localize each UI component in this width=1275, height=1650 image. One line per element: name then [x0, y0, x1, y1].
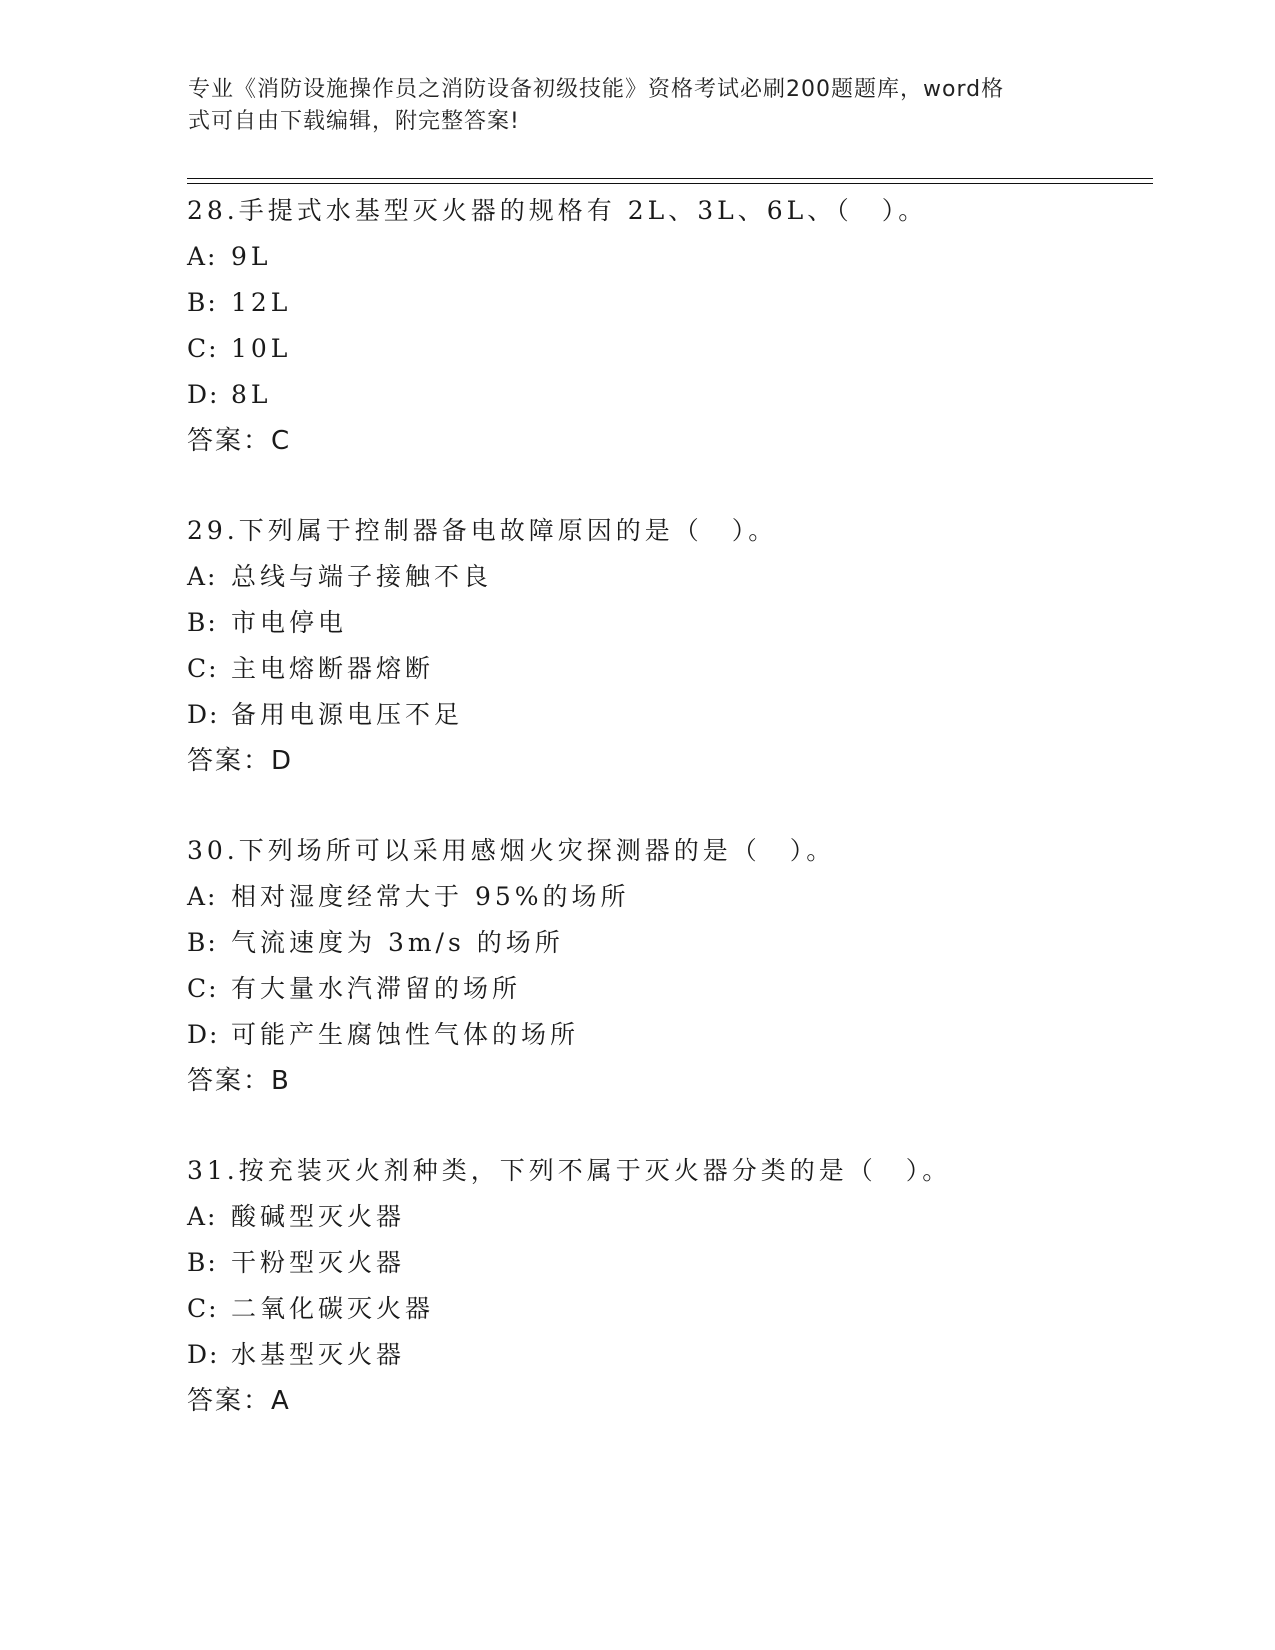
document-header — [188, 74, 1068, 138]
option-text: 10L — [231, 334, 292, 363]
option-a — [187, 554, 1147, 600]
option-text: 总线与端子接触不良 — [231, 562, 493, 591]
option-b — [187, 600, 1147, 646]
question-stem: 31.按充装灭火剂种类，下列不属于灭火器分类的是（ ）。 — [187, 1156, 952, 1185]
question-stem: 29.下列属于控制器备电故障原因的是（ ）。 — [187, 516, 778, 545]
option-text: 市电停电 — [231, 608, 348, 637]
option-letter: B: — [187, 928, 218, 957]
option-letter: D: — [187, 1340, 220, 1369]
option-b — [187, 1240, 1147, 1286]
option-letter: B: — [187, 608, 218, 637]
option-text: 水基型灭火器 — [231, 1340, 406, 1369]
option-letter: A: — [187, 562, 218, 591]
option-letter: D: — [187, 380, 220, 409]
option-letter: A: — [187, 882, 218, 911]
option-a — [187, 874, 1147, 920]
option-text: 9L — [231, 242, 272, 271]
header-divider-bottom — [187, 183, 1153, 184]
option-d — [187, 1012, 1147, 1058]
option-c — [187, 966, 1147, 1012]
option-c — [187, 326, 1147, 372]
option-text: 气流速度为 3m/s 的场所 — [231, 928, 564, 957]
question-list — [187, 188, 1147, 1468]
header-divider-top — [187, 178, 1153, 179]
answer-label: 答案：D — [187, 746, 294, 776]
question-stem: 30.下列场所可以采用感烟火灾探测器的是（ ）。 — [187, 836, 836, 865]
option-letter: B: — [187, 1248, 218, 1277]
option-text: 相对湿度经常大于 95%的场所 — [231, 882, 630, 911]
option-letter: C: — [187, 974, 219, 1003]
option-d — [187, 692, 1147, 738]
option-text: 12L — [231, 288, 292, 317]
option-d — [187, 372, 1147, 418]
question-29 — [187, 508, 1147, 828]
option-text: 二氧化碳灭火器 — [231, 1294, 435, 1323]
header-line-1: 专业《消防设施操作员之消防设备初级技能》资格考试必刷200题题库，word格 — [188, 77, 1005, 102]
option-a — [187, 1194, 1147, 1240]
option-letter: B: — [187, 288, 218, 317]
option-b — [187, 920, 1147, 966]
option-a — [187, 234, 1147, 280]
option-text: 8L — [231, 380, 272, 409]
question-30 — [187, 828, 1147, 1148]
option-letter: A: — [187, 242, 218, 271]
option-b — [187, 280, 1147, 326]
question-31 — [187, 1148, 1147, 1468]
option-c — [187, 646, 1147, 692]
answer-label: 答案：C — [187, 426, 292, 456]
option-c — [187, 1286, 1147, 1332]
option-text: 干粉型灭火器 — [231, 1248, 406, 1277]
option-text: 酸碱型灭火器 — [231, 1202, 406, 1231]
option-text: 有大量水汽滞留的场所 — [231, 974, 522, 1003]
question-28 — [187, 188, 1147, 508]
option-text: 主电熔断器熔断 — [231, 654, 435, 683]
header-line-2: 式可自由下载编辑，附完整答案! — [188, 109, 520, 134]
option-letter: C: — [187, 1294, 219, 1323]
option-letter: A: — [187, 1202, 218, 1231]
option-text: 备用电源电压不足 — [231, 700, 464, 729]
answer-label: 答案：B — [187, 1066, 291, 1096]
option-d — [187, 1332, 1147, 1378]
option-text: 可能产生腐蚀性气体的场所 — [231, 1020, 580, 1049]
question-stem: 28.手提式水基型灭火器的规格有 2L、3L、6L、（ ）。 — [187, 196, 928, 225]
option-letter: C: — [187, 654, 219, 683]
option-letter: D: — [187, 700, 220, 729]
answer-label: 答案：A — [187, 1386, 291, 1416]
option-letter: C: — [187, 334, 219, 363]
option-letter: D: — [187, 1020, 220, 1049]
